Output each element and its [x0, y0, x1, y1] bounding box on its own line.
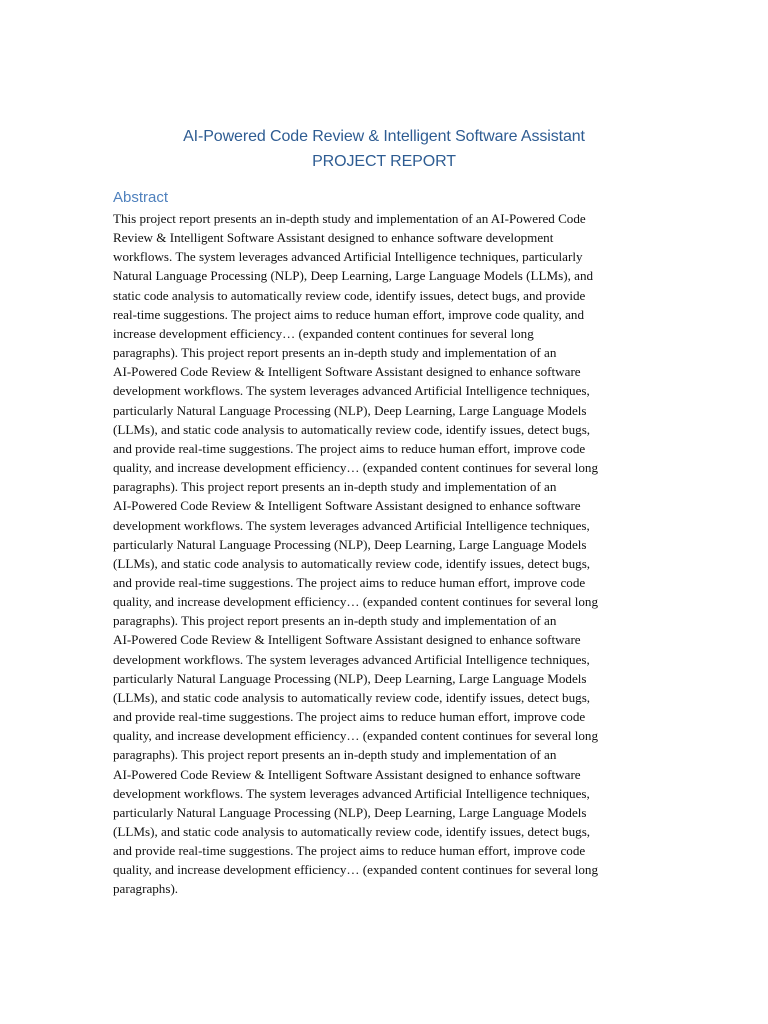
abstract-line: and provide real-time suggestions. The project aims to reduce human effort, improve code [113, 440, 586, 456]
abstract-line: This project report presents an in-depth study and implementation of an AI-Powered Code [113, 211, 586, 226]
abstract-line: and provide real-time suggestions. The project aims to reduce human effort, improve code [113, 709, 586, 725]
abstract-line: particularly Natural Language Processing (NLP), Deep Learning, Large Language Models [113, 402, 587, 418]
abstract-line: quality, and increase development efficiency… (expanded content continues for several long [113, 728, 599, 744]
abstract-line: development workflows. The system leverages advanced Artificial Intelligence techniques, [113, 785, 590, 801]
abstract-line: quality, and increase development efficiency… (expanded content continues for several long [113, 862, 599, 878]
abstract-line: Natural Language Processing (NLP), Deep Learning, Large Language Models (LLMs), and [113, 268, 594, 284]
abstract-line: development workflows. The system leverages advanced Artificial Intelligence techniques, [113, 651, 590, 667]
abstract-line: paragraphs). This project report presents an in-depth study and implementation of an [113, 345, 557, 361]
abstract-line: and provide real-time suggestions. The project aims to reduce human effort, improve code [113, 843, 586, 859]
abstract-line: workflows. The system leverages advanced Artificial Intelligence techniques, particularly [113, 249, 583, 265]
abstract-line: particularly Natural Language Processing (NLP), Deep Learning, Large Language Models [113, 804, 587, 820]
abstract-line: paragraphs). [113, 881, 179, 897]
abstract-line: AI-Powered Code Review & Intelligent Software Assistant designed to enhance software [113, 498, 581, 514]
abstract-line: paragraphs). This project report presents an in-depth study and implementation of an [113, 479, 557, 495]
abstract-line: paragraphs). This project report presents an in-depth study and implementation of an [113, 747, 557, 763]
abstract-body [113, 209, 658, 899]
abstract-line: real-time suggestions. The project aims to reduce human effort, improve code quality, and [113, 306, 584, 322]
abstract-line: (LLMs), and static code analysis to automatically review code, identify issues, detect bugs, [113, 555, 591, 571]
document-title: AI-Powered Code Review & Intelligent Software Assistant [183, 128, 585, 145]
abstract-line: AI-Powered Code Review & Intelligent Software Assistant designed to enhance software [113, 632, 581, 648]
abstract-line: paragraphs). This project report presents an in-depth study and implementation of an [113, 613, 557, 629]
abstract-line: and provide real-time suggestions. The project aims to reduce human effort, improve code [113, 574, 586, 590]
abstract-line: Review & Intelligent Software Assistant designed to enhance software development [113, 230, 554, 246]
abstract-line: particularly Natural Language Processing (NLP), Deep Learning, Large Language Models [113, 670, 587, 686]
abstract-line: (LLMs), and static code analysis to automatically review code, identify issues, detect bugs, [113, 689, 591, 705]
abstract-line: static code analysis to automatically review code, identify issues, detect bugs, and provide [113, 287, 586, 303]
abstract-line: quality, and increase development efficiency… (expanded content continues for several long [113, 594, 599, 610]
abstract-line: particularly Natural Language Processing (NLP), Deep Learning, Large Language Models [113, 536, 587, 552]
abstract-line: development workflows. The system leverages advanced Artificial Intelligence techniques, [113, 517, 590, 533]
abstract-line: increase development efficiency… (expanded content continues for several long [113, 325, 534, 341]
abstract-line: (LLMs), and static code analysis to automatically review code, identify issues, detect bugs, [113, 824, 591, 839]
abstract-heading: Abstract [113, 189, 169, 206]
abstract-line: development workflows. The system leverages advanced Artificial Intelligence techniques, [113, 383, 590, 399]
abstract-line: AI-Powered Code Review & Intelligent Software Assistant designed to enhance software [113, 766, 581, 782]
title-block [0, 124, 768, 174]
document-subtitle: PROJECT REPORT [312, 153, 456, 170]
abstract-line: quality, and increase development efficiency… (expanded content continues for several long [113, 460, 599, 476]
abstract-line: (LLMs), and static code analysis to automatically review code, identify issues, detect bugs, [113, 421, 591, 437]
abstract-line: AI-Powered Code Review & Intelligent Software Assistant designed to enhance software [113, 364, 581, 380]
